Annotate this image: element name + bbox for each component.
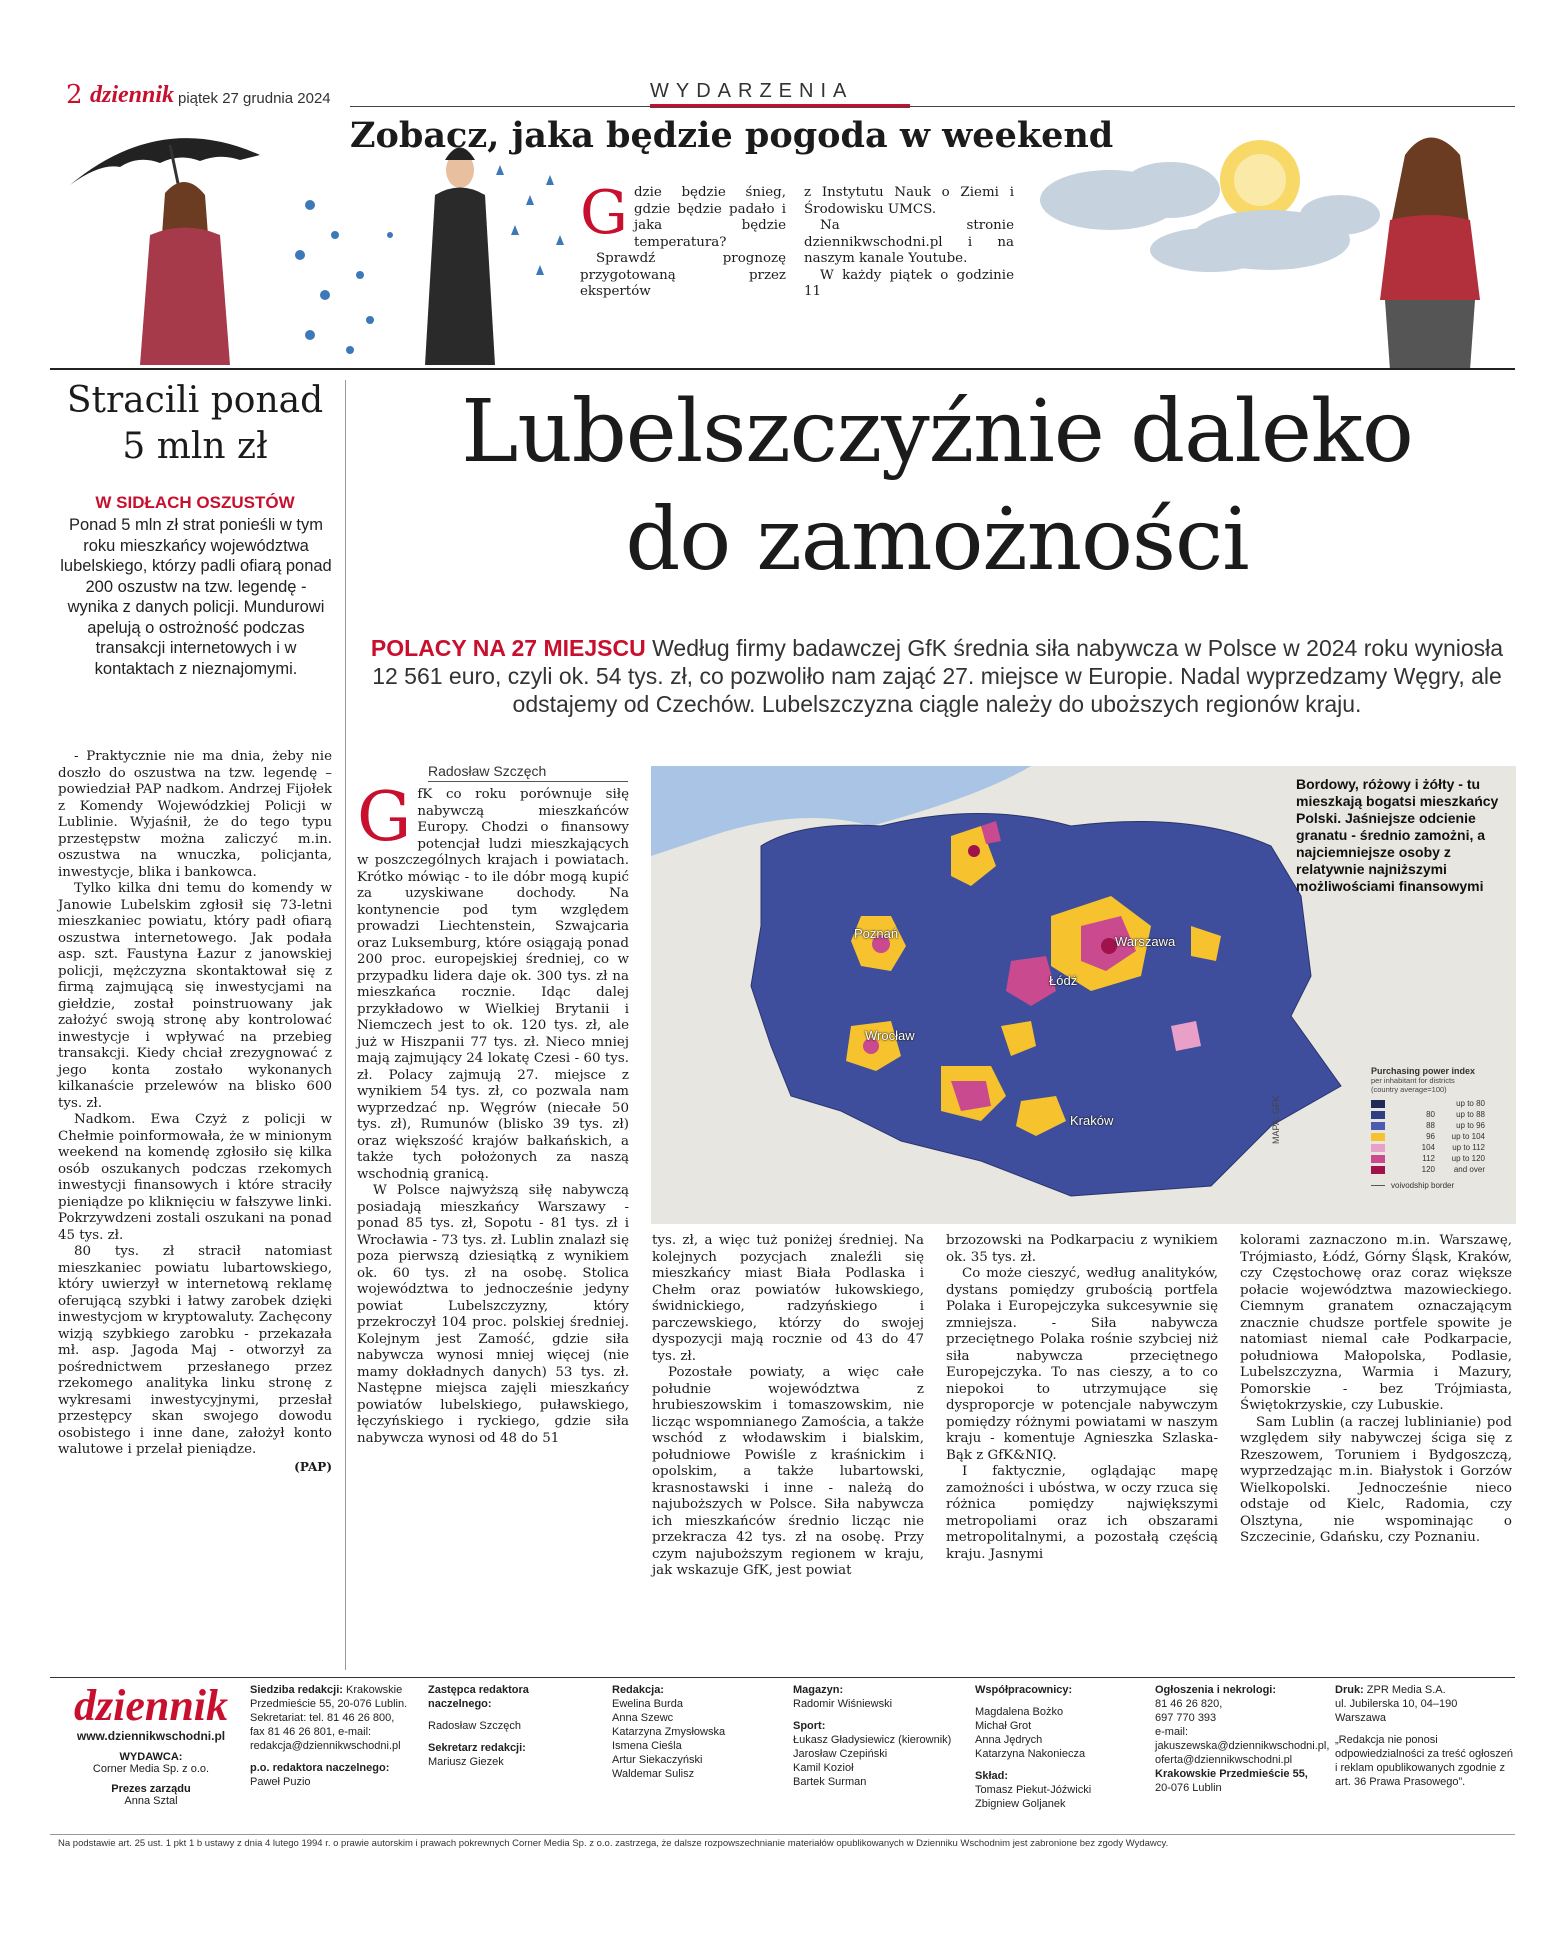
legend-to: up to 80 [1456,1099,1485,1108]
main-kicker: POLACY NA 27 MIEJSCU [370,635,646,661]
acting-editor-label: p.o. redaktora naczelnego: [250,1762,390,1774]
main-headline-line2: do zamożności [625,490,1249,590]
ads-email[interactable]: jakuszewska@dziennikwschodni.pl, [1155,1740,1330,1752]
footer-rule [50,1677,1515,1678]
issue-date: piątek 27 grudnia 2024 [178,90,331,107]
footer-print [1335,1683,1515,1789]
main-headline-line1: Lubelszczyźnie daleko [461,382,1413,482]
city-label-lodz: Łódź [1049,973,1078,988]
snowflake-icon [295,200,393,354]
legend-swatch [1371,1155,1385,1163]
legend-row [1371,1109,1511,1120]
main-paragraph: I faktycznie, oglądając mapę zamożności i ubóstwa, w oczy rzuca się różnica pomiędzy największymi metropoliami oraz ich obszarami metropolitalnymi, a pozostałą częścią kraju. Jasnymi [946,1464,1218,1562]
print-label: Druk: [1335,1684,1364,1696]
poland-shape [751,814,1341,1197]
legend-swatch [1371,1100,1385,1108]
main-paragraph: brzozowski na Podkarpaciu z wynikiem ok. 35 tys. zł. [946,1233,1218,1265]
publisher-label: WYDAWCA: [119,1751,183,1763]
legend-row [1371,1153,1511,1164]
main-paragraph: Pozostałe powiaty, a więc całe południe województwa z hrubieszowskim i tomaszowskim, nie licząc wspomnianego Zamościa, a także wschód z włodawskim i bialskim, południowe Powiśle z kraśnickim i opolskim, a także lubartowski, krasnostawski i inne - należą do najuboższych w Polsce. Siła nabywcza ich mieszkańców średnio licząc nie przekracza 42 tys. zł na osobę. Przy czym najuboższym regionem w kraju, jak wskazuje GfK, jest powiat [652,1365,924,1578]
office-label: Siedziba redakcji: [250,1684,343,1696]
ads-address-bold: Krakowskie Przedmieście 55, [1155,1768,1308,1780]
main-lead-text: Według firmy badawczej GfK średnia siła nabywcza w Polsce w 2024 roku wyniosła 12 561 euro, czyli ok. 54 tys. zł, co pozwoliło nam zająć 27. miejsce w Europie. Nadal wyprzedzamy Węgry, ale odstajemy od Czechów. Lubelszczyzna ciągle należy do uboższych regionów kraju. [372,635,1504,717]
legend-to: up to 96 [1456,1121,1485,1130]
sidebar-article [58,749,332,1475]
footer-coworkers [975,1683,1135,1811]
main-column-4 [1240,1233,1512,1547]
legend-swatch [1371,1122,1385,1130]
page-number: 2 [66,80,83,110]
main-lead [356,634,1518,718]
legend-rows [1371,1098,1511,1175]
newsroom-member: Ismena Cieśla [612,1740,682,1752]
ads-address: 20-076 Lublin [1155,1782,1222,1794]
weather-text-4: Na stronie dziennikwschodni.pl i na naszym kanale Youtube. [804,218,1014,266]
legend-from: 88 [1426,1121,1435,1130]
coworker: Magdalena Bożko [975,1706,1064,1718]
cloud-icon [1040,162,1380,272]
weather-dropcap: G [580,178,628,248]
coworker: Katarzyna Nakoniecza [975,1748,1086,1760]
girl-in-beanie [425,148,495,366]
weather-text-3: z Instytutu Nauk o Ziemi i Środowisku UMCS. [804,185,1014,217]
city-label-poznan: Poznań [854,926,899,941]
sidebar-paragraph: 80 tys. zł stracił natomiast mieszkaniec powiatu lubartowskiego, który uwierzył w internetową reklamę oferującą szybki i łatwy zarobek dzięki inwestycjom w kryptowaluty. Zachęcony wizją szybkiego zarobku - przekazała mł. asp. Jagoda Maj - otworzył za pośrednictwem przesłanego przez rzekomego analityka linku stronę z wykresami inwestycyjnymi, przesłał przestępcy skan swojego dowodu osobistego i inne dane, założył konto walutowe i przelał pieniądze. [58,1244,332,1457]
sport-member: Łukasz Gładysiewicz (kierownik) [793,1734,952,1746]
weather-text-col1 [580,178,786,301]
legend-from: 112 [1422,1154,1435,1163]
newsroom-member: Artur Siekaczyński [612,1754,703,1766]
sidebar-title-line2: 5 mln zł [122,426,268,467]
footer-logo[interactable]: dziennik [73,1681,229,1730]
layout-label: Skład: [975,1770,1009,1782]
main-column-3 [946,1233,1218,1563]
girl-in-red-top [1380,138,1480,371]
weather-text-2: Sprawdź prognozę przygotowaną przez ekspertów [580,251,786,299]
legend-swatch [1371,1111,1385,1119]
main-dropcap: G [357,778,412,857]
weather-text-1: dzie będzie śnieg, gdzie będzie padało i jaka będzie temperatura? [633,185,786,250]
magazine: Radomir Wiśniewski [793,1698,893,1710]
ads-line: e-mail: [1155,1726,1189,1738]
sport-member: Bartek Surman [793,1776,867,1788]
legend-row [1371,1131,1511,1142]
legend-subtitle-1: per inhabitant for districts [1371,1076,1455,1085]
legend-row [1371,1120,1511,1131]
banner-rule [50,368,1515,370]
legend-from: 80 [1426,1110,1435,1119]
sidebar-title-line1: Stracili ponad [66,380,324,421]
coworker: Michał Grot [975,1720,1032,1732]
main-column-2 [652,1233,924,1580]
chairman: Anna Sztal [124,1795,178,1807]
publisher: Corner Media Sp. z o.o. [92,1763,210,1775]
legend-row [1371,1098,1511,1109]
footer-deputies [428,1683,593,1769]
sidebar-source: (PAP) [294,1459,332,1474]
ads-line: 697 770 393 [1155,1712,1217,1724]
weather-title: Zobacz, jaka będzie pogoda w weekend [350,115,1114,156]
legend-from: 96 [1426,1132,1435,1141]
ads-email[interactable]: oferta@dziennikwschodni.pl [1155,1754,1293,1766]
print: ZPR Media S.A. [1366,1684,1446,1696]
secretary: Mariusz Giezek [428,1756,504,1768]
weather-illustration-right [1030,120,1540,370]
author-rule [428,781,628,782]
legend-border-label: voivodship border [1391,1181,1455,1190]
sidebar-paragraph: - Praktycznie nie ma dnia, żeby nie doszło do oszustwa na tzw. legendę – powiedział PAP nadkom. Andrzej Fijołek z Komendy Wojewódzkiej Policji w Lublinie. Wyjaśnił, że do tego typu przestępstw można zaliczyć m.in. oszustwa na wnuczka, policjanta, inwestycje, blika i bankowca. [58,749,332,880]
newsroom-label: Redakcja: [612,1684,664,1696]
print-address: Warszawa [1335,1712,1386,1724]
weather-text-col2 [804,185,1014,301]
sport-member: Jarosław Czepiński [793,1748,888,1760]
main-paragraph: Sam Lublin (a raczej lublinianie) pod względem siły nabywczej ściga się z Rzeszowem, Toruniem i Bydgoszczą, wyprzedzając m.in. Białystok i Gorzów Wielkopolski. Jednocześnie nieco odstaje od Kielc, Radomia, czy Olsztyna, nie wspominając o Szczecinie, Gdańsku, czy Poznaniu. [1240,1414,1512,1545]
legend-swatch [1371,1166,1385,1174]
rain-drop-icon [496,165,564,275]
masthead-logo[interactable]: dziennik [90,82,175,108]
city-label-wroclaw: Wrocław [865,1028,915,1043]
map-caption: Bordowy, różowy i żółty - tu mieszkają bogatsi mieszkańcy Polski. Jaśniejsze odcienie granatu - średnio zamożni, a najciemniejsze osoby z relatywnie najniższymi możliwościami finansowymi [1296,776,1499,894]
footer-newsroom [612,1683,772,1781]
newsroom-member: Waldemar Sulisz [612,1768,695,1780]
magazine-label: Magazyn: [793,1684,844,1696]
newsroom-member: Katarzyna Zmysłowska [612,1726,726,1738]
legal-rule [50,1834,1515,1835]
ads-line: 81 46 26 820, [1155,1698,1223,1710]
newsroom-member: Anna Szewc [612,1712,674,1724]
main-paragraph: W Polsce najwyższą siłę nabywczą posiadają mieszkańcy Warszawy - ponad 85 tys. zł, Sopotu - 81 tys. zł i Wrocławia - 73 tys. zł. Lublin znalazł się poza pierwszą dziesiątką z wynikiem ok. 60 tys. zł na osobę. Stolica województwa to jednocześnie jedyny powiat Lubelszczyzny, który przekroczył 104 proc. polskiej średniej. Kolejnym jest Zamość, gdzie siła nabywcza wynosi mniej więcej (nie mamy dokładnych danych) 53 tys. zł. Następne miejsca zajęli mieszkańcy powiatów lubelskiego, puławskiego, łęczyńskiego i ryckiego, gdzie siła nabywcza wynosi od 48 do 51 [357,1183,629,1446]
footer-office [250,1683,410,1789]
weather-banner [0,105,1558,367]
main-column-1 [357,778,629,1447]
sidebar-paragraph: Tylko kilka dni temu do komendy w Janowie Lubelskim zgłosił się 73-letni mieszkaniec powiatu, który padł ofiarą oszustwa internetowego. Jak podała asp. szt. Faustyna Łazur z janowskiej policji, mężczyzna skontaktował się z firmą zajmującą się inwestycjami na giełdzie, został poinstruowany jak założyć swoją stronę aby kontrolować inwestycje i wpływać na przebieg transakcji. Kiedy chciał zrezygnować z jego konta zostało wykonanych kilkanaście przelewów na blisko 600 tys. zł. [58,881,332,1111]
print-address: ul. Jubilerska 10, 04–190 [1335,1698,1458,1710]
deputy: Radosław Szczęch [428,1720,521,1732]
legend-swatch [1371,1133,1385,1141]
footer-ads [1155,1683,1330,1795]
legal-notice: Na podstawie art. 25 ust. 1 pkt 1 b ustawy z dnia 4 lutego 1994 r. o prawie autorskim i prawach pokrewnych Corner Media Sp. z o.o. zastrzega, że dalsze rozpowszechnianie materiałów opublikowanych w Dzienniku Wschodnim jest zabronione bez zgody Wydawcy. [58,1838,1169,1849]
legend-swatch [1371,1144,1385,1152]
legend-subtitle-2: (country average=100) [1371,1085,1447,1094]
footer-magazine [793,1683,953,1789]
map-credit: MAPA: GFK [1271,1095,1281,1144]
legend-to: up to 120 [1451,1154,1485,1163]
main-paragraph: kolorami zaznaczono m.in. Warszawę, Trójmiasto, Łódź, Górny Śląsk, Kraków, czy Częstochowę oraz coraz większe połacie województwa mazowieckiego. Ciemnym granatem oznaczającym znacznie chudsze portfele spowite je natomiast niemal całe Podkarpacie, południowa Małopolska, Podlasie, Lubelszczyzna, Warmia i Mazury, Pomorskie - bez Trójmiasta, Świętokrzyskie, czy Lubuskie. [1240,1233,1512,1413]
office-address: Krakowskie Przedmieście 55, 20-076 Lublin. Sekretariat: tel. 81 46 26 800, fax 81 46 26 801, e-mail: redakcja@dziennikwschodni.pl [250,1684,408,1752]
secretary-label: Sekretarz redakcji: [428,1742,526,1754]
footer-website[interactable]: www.dziennikwschodni.pl [76,1729,226,1743]
acting-editor: Paweł Puzio [250,1776,311,1788]
map-legend [1371,1066,1511,1190]
legend-to: up to 112 [1452,1143,1485,1152]
weather-text-5: W każdy piątek o godzinie 11 [804,267,1014,299]
sidebar-title [50,378,340,470]
legend-from: 120 [1421,1165,1435,1174]
legend-to: and over [1453,1165,1485,1174]
footer-brand [66,1683,236,1807]
newsroom-member: Ewelina Burda [612,1698,683,1710]
main-paragraph: Co może cieszyć, według analityków, dystans pomiędzy grubością portfela Polaka i Europejczyka sukcesywnie się zmniejsza. - Siła nabywcza przeciętnego Polaka rośnie szybciej niż siła nabywcza przeciętnego Europejczyka. To nas cieszy, a to co niepokoi to utrzymujące się dysproporcje w potencjale nabywczym pomiędzy różnymi powiatami w naszym kraju - komentuje Agnieszka Szlaska-Bąk z GfK&NIQ. [946,1266,1218,1463]
section-name: WYDARZENIA [650,80,854,102]
legend-to: up to 88 [1456,1110,1485,1119]
sidebar-paragraph: Nadkom. Ewa Czyż z policji w Chełmie poinformowała, że w minionym weekend na komendę zgłosiło się kilka osób oszukanych podczas rzekomych inwestycji finansowych i które straciły pieniądze po kliknięciu w fałszywe linki. Pokrzywdzeni zostali oszukani na ponad 45 tys. zł. [58,1112,332,1243]
legend-row [1371,1164,1511,1175]
girl-with-umbrella [140,182,230,365]
layout-member: Zbigniew Goljanek [975,1798,1066,1810]
sidebar-kicker: W SIDŁACH OSZUSTÓW [95,493,295,512]
legend-row [1371,1142,1511,1153]
deputy-label: Zastępca redaktora naczelnego: [428,1684,529,1710]
sport-label: Sport: [793,1720,826,1732]
sun-icon [1220,140,1300,220]
legend-to: up to 104 [1451,1132,1485,1141]
purchasing-power-map [651,766,1516,1224]
main-headline [352,378,1522,594]
sidebar-divider [345,380,346,1670]
legend-from: 104 [1421,1143,1435,1152]
disclaimer: „Redakcja nie ponosi odpowiedzialności za treść ogłoszeń i reklam opublikowanych zgodnie z art. 36 Prawa Prasowego”. [1335,1734,1513,1788]
coworker: Anna Jędrych [975,1734,1043,1746]
chairman-label: Prezes zarządu [111,1783,191,1795]
main-paragraph: fK co roku porównuje siłę nabywczą mieszkańców Europy. Chodzi o finansowy potencjał ludzi mieszkających w poszczególnych krajach i powiatach. Krótko mówiąc - to ile dóbr mogą kupić za uzyskiwane dochody. Na kontynencie pod tym względem prowadzi Liechtenstein, Szwajcaria oraz Luksemburg, które osiągają ponad 200 proc. europejskiej średniej, co w przypadku lidera daje ok. 300 tys. zł na mieszkańca rocznie. Idąc dalej przykładowo w Wielkiej Brytanii i Niemczech jest to ok. 120 tys. zł, ale już w Hiszpanii 77 tys. zł. Nieco mniej mają zajmujący 24 lokatę Czesi - 60 tys. zł. Polacy zajmują 27. miejsce z wynikiem 54 tys. zł, co pozwala nam wyprzedzać np. Węgrów (niecałe 50 tys. zł), Rumunów (blisko 39 tys. zł) oraz większość krajów bałkańskich, a także tych położonych za naszą wschodnią granicą. [357,787,629,1182]
city-label-warszawa: Warszawa [1115,934,1176,949]
coworkers-label: Współpracownicy: [975,1684,1073,1696]
layout-member: Tomasz Piekut-Jóźwicki [975,1784,1092,1796]
author-byline: Radosław Szczęch [428,763,547,779]
city-label-krakow: Kraków [1070,1113,1114,1128]
sport-member: Kamil Kozioł [793,1762,854,1774]
main-paragraph: tys. zł, a więc tuż poniżej średniej. Na kolejnych pozycjach znaleźli się mieszkańcy miast Biała Podlaska i Chełm oraz powiatów łukowskiego, świdnickiego, radzyńskiego i parczewskiego, którzy do swojej dyspozycji mają rocznie od 43 do 47 tys. zł. [652,1233,924,1364]
sidebar-lead: Ponad 5 mln zł strat ponieśli w tym roku mieszkańcy województwa lubelskiego, którzy padli ofiarą ponad 200 oszustw na tzw. legendę - wynika z danych policji. Mundurowi apelują o ostrożność podczas transakcji internetowych i w kontaktach z nieznajomymi. [60,516,332,678]
ads-label: Ogłoszenia i nekrologi: [1155,1684,1277,1696]
legend-border-line [1371,1185,1385,1186]
legend-title: Purchasing power index [1371,1066,1476,1076]
